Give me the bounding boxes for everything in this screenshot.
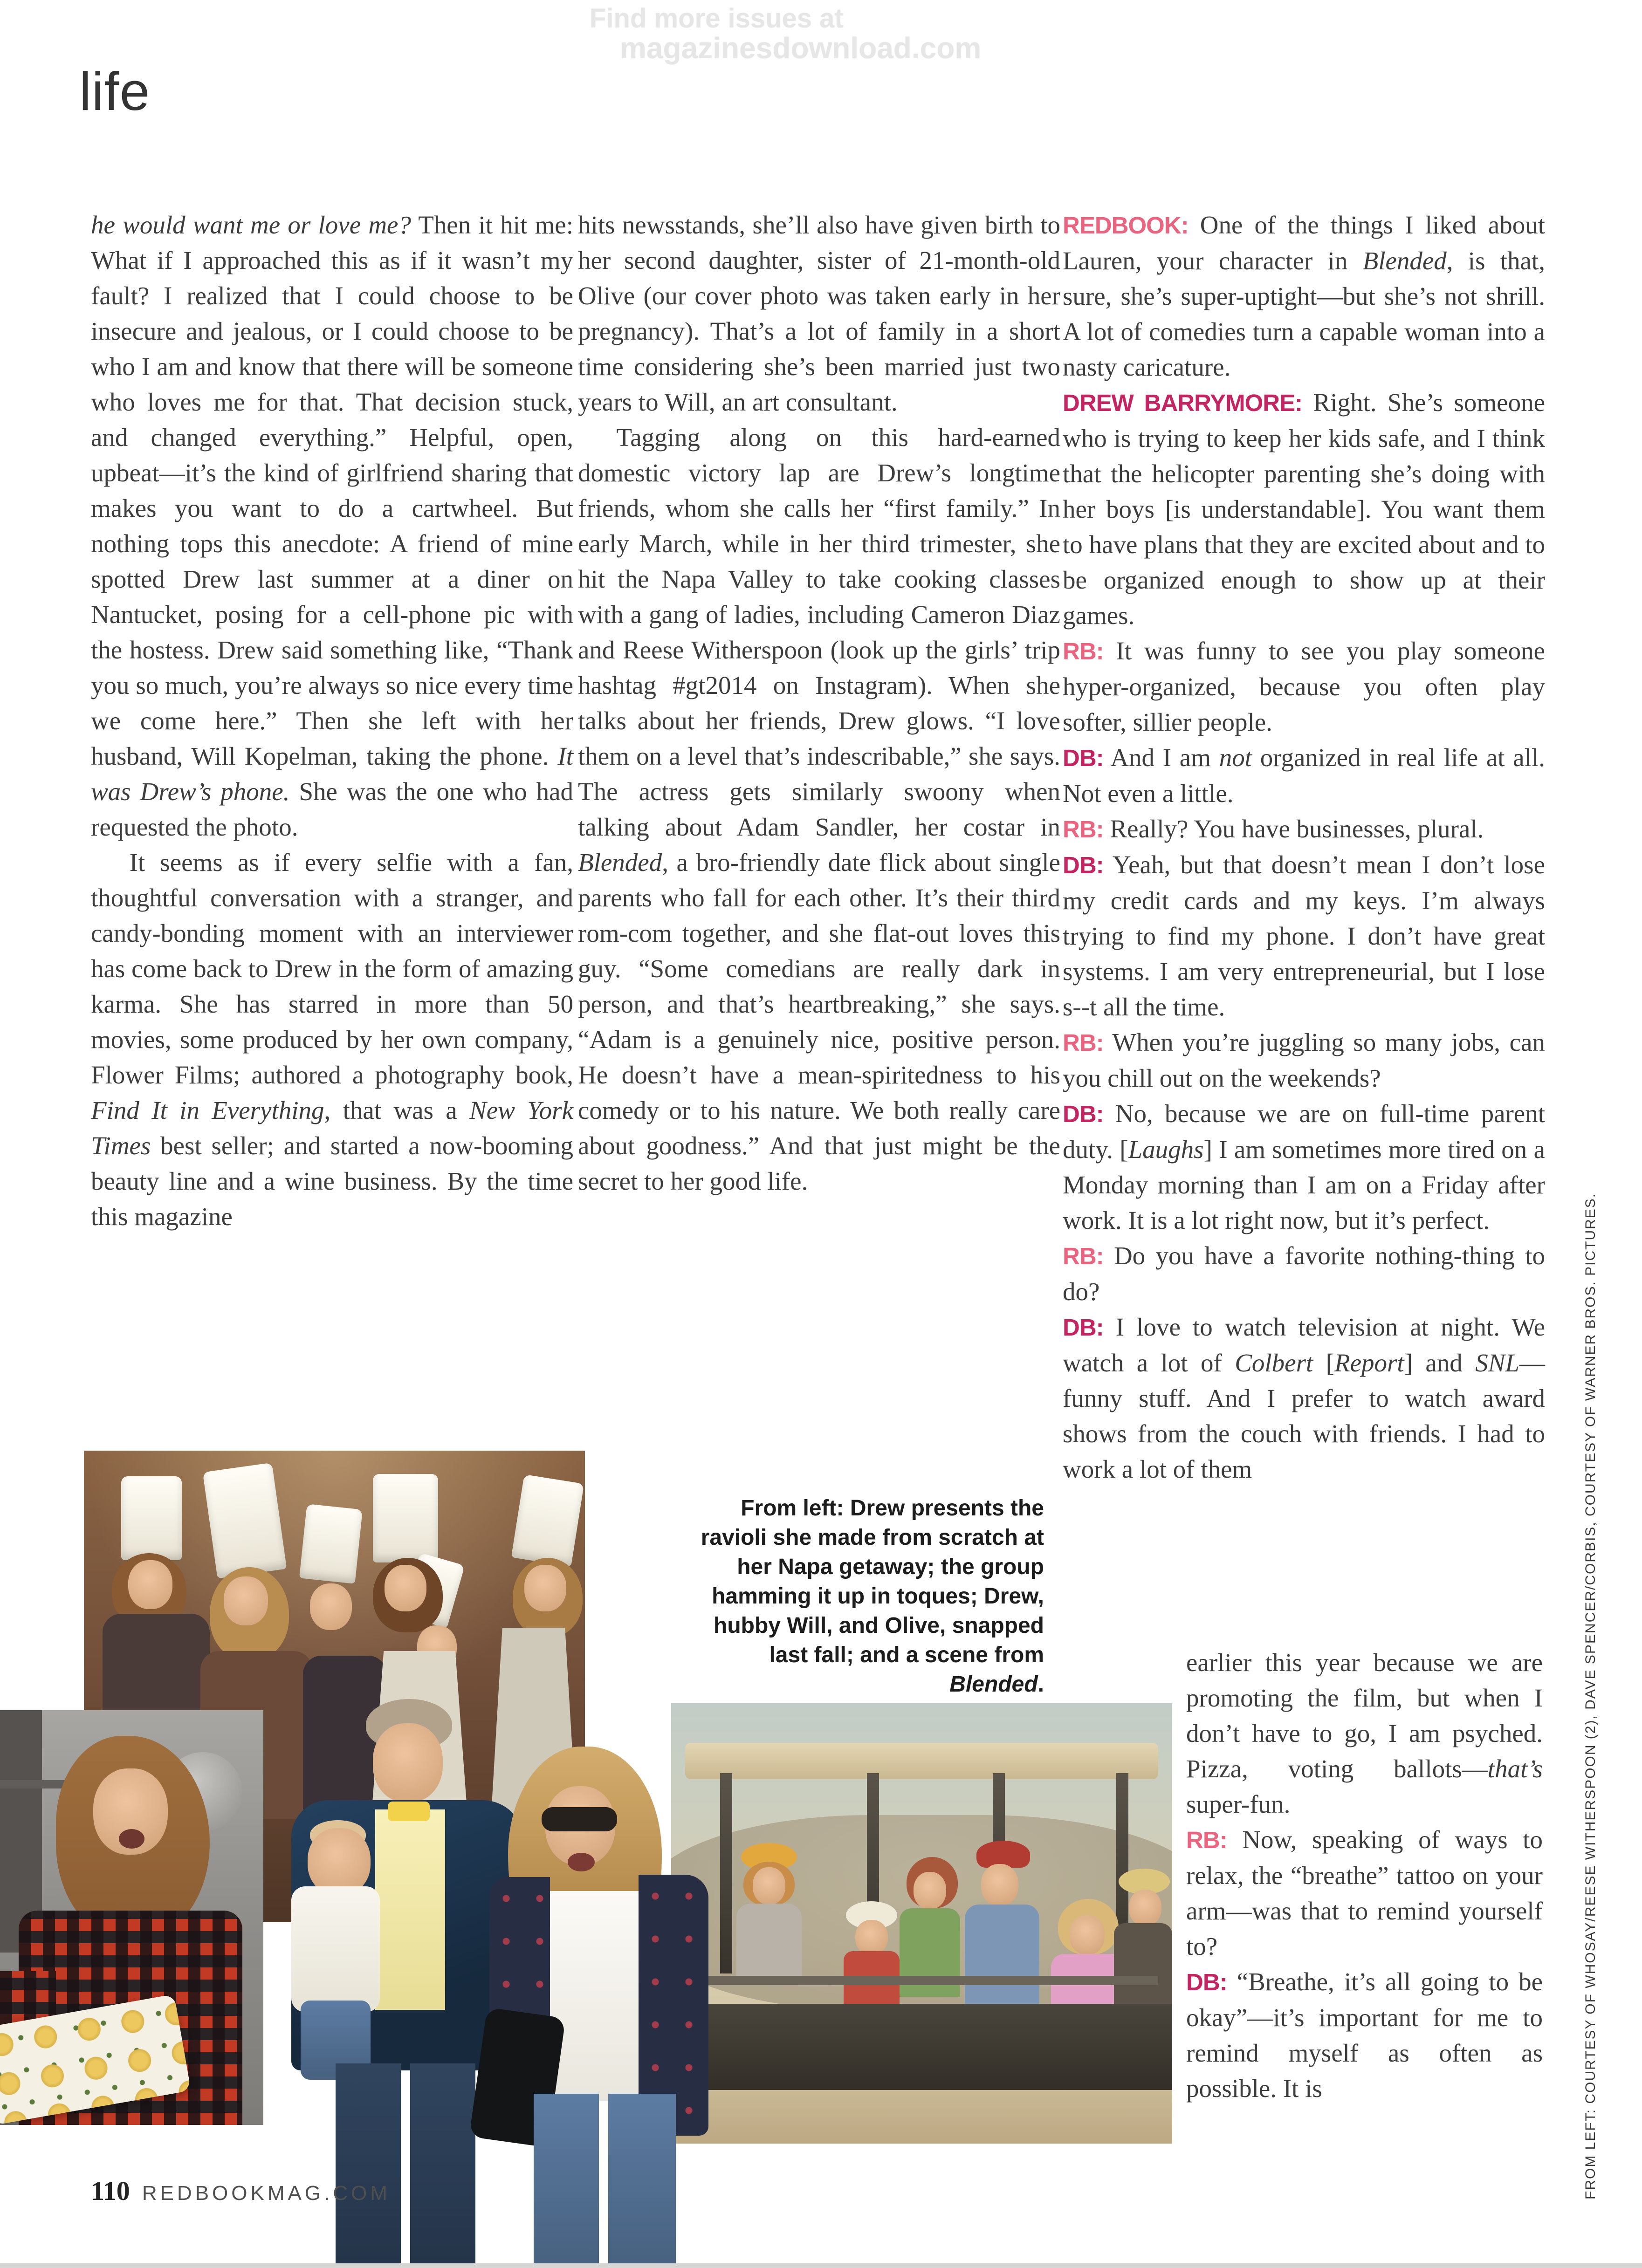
text-run: Tagging along on this hard-earned domestic victory lap are Drew’s longtime friends, whom she calls her “first family.” In early March, while in her third trimester, she hit the Napa Valley to take cooking classes with a gang of ladies, including Cameron Diaz and Reese Witherspoon (look up the girls’ trip hashtag #gt2014 on Instagram). When she talks about her friends, Drew glows. “I love them on a level that’s indescribable,” she says. The actress gets similarly swoony when talking about Adam Sandler, her costar in (578, 423, 1060, 841)
article-column-2 (578, 207, 1060, 1199)
text-run: , a bro-friendly date flick about single parents who fall for each other. It’s their third rom-com together, and she flat-out loves this guy. “Some comedians are really dark in person, and that’s heartbreaking,” she says. “Adam is a genuinely nice, positive person. He doesn’t have a mean-spiritedness to his comedy or to his nature. We both really care about goodness.” And that just might be the secret to her good life. (578, 848, 1060, 1195)
paragraph (1063, 385, 1545, 633)
paragraph (1063, 1309, 1545, 1487)
text-run: Yeah, but that doesn’t mean I don’t lose my credit cards and my keys. I’m always trying to find my phone. I don’t have great systems. I am very entrepreneurial, but I lose s--t all the time. (1063, 850, 1545, 1021)
speaker-label: RB: (1063, 1029, 1104, 1056)
speaker-label: DB: (1063, 852, 1104, 878)
drew-ravioli-photo (0, 1710, 263, 2125)
will-face-shape (373, 1723, 443, 1802)
text-run: that’s (1487, 1754, 1543, 1783)
chef-hat-shape (299, 1504, 363, 1584)
speaker-label: DB: (1063, 745, 1104, 771)
face-shape (524, 1565, 566, 1611)
torso-shape (965, 1905, 1039, 2012)
text-run: No, because we are on full-time parent duty. [ (1063, 1099, 1545, 1164)
watermark-line-2: magazinesdownload.com (620, 31, 982, 65)
page-number: 110 (91, 2176, 130, 2206)
paragraph (91, 845, 573, 1234)
text-run: New York Times (91, 1096, 573, 1160)
text-run: [ (1313, 1349, 1334, 1377)
text-run: he would want me or love me? (91, 211, 411, 239)
text-run: Now, speaking of ways to relax, the “breathe” tattoo on your arm—was that to remind yourself to? (1186, 1825, 1543, 1960)
text-run: It seems as if every selfie with a fan, thoughtful conversation with a stranger, and candy-bonding moment with an interviewer has come back to Drew in the form of amazing karma. She has starred in more than 50 movies, some produced by her own company, Flower Films; authored a photography book, (91, 848, 573, 1089)
text-run: Do you have a favorite nothing-thing to do? (1063, 1241, 1545, 1306)
text-run: Colbert (1235, 1349, 1313, 1377)
speaker-label: RB: (1063, 638, 1104, 665)
paragraph (1063, 633, 1545, 740)
face-shape (1129, 1890, 1161, 1926)
text-run: . (1037, 1672, 1044, 1697)
text-run: SNL (1475, 1349, 1519, 1377)
paragraph (1186, 1822, 1543, 1964)
text-run: Laughs (1128, 1135, 1204, 1164)
paragraph (91, 207, 573, 845)
face-shape (914, 1872, 946, 1909)
chef-hat-shape (203, 1463, 287, 1579)
face-shape (855, 1920, 888, 1955)
torso-shape (1114, 1923, 1172, 2016)
site-url: REDBOOKMAG.COM (142, 2182, 391, 2205)
paragraph (676, 1494, 1044, 1699)
drew-mouth-shape (568, 1853, 595, 1871)
text-run: Report (1334, 1349, 1404, 1377)
face-shape (385, 1565, 426, 1611)
baby-body-shape (291, 1886, 380, 2012)
paragraph (1063, 847, 1545, 1025)
face-shape (128, 1560, 172, 1609)
text-run: Blended (949, 1672, 1038, 1697)
speaker-label: DREW BARRYMORE: (1063, 390, 1303, 416)
text-run: organized in real life at all. Not even a little. (1063, 743, 1545, 808)
drew-sunglasses-shape (542, 1807, 617, 1831)
text-run: ] I am sometimes more tired on a Monday morning than I am on a Friday after work. It is a lot right now, but it’s perfect. (1063, 1135, 1545, 1234)
text-run: not (1219, 743, 1252, 772)
speaker-label: RB: (1186, 1827, 1227, 1853)
speaker-label: REDBOOK: (1063, 212, 1189, 239)
paragraph (1186, 1645, 1543, 1822)
text-run: I love to watch television at night. We watch a lot of (1063, 1313, 1545, 1377)
article-column-3-continued (1186, 1645, 1543, 2106)
text-run: Find It in Everything (91, 1096, 324, 1124)
text-run: “Breathe, it’s all going to be okay”—it’s important for me to remind myself as often as possible. It is (1186, 1967, 1543, 2103)
paragraph (1063, 207, 1545, 385)
paragraph (1186, 1964, 1543, 2106)
speaker-label: DB: (1186, 1969, 1227, 1995)
text-run: Blended (1362, 247, 1447, 275)
speaker-label: RB: (1063, 1243, 1104, 1269)
text-run: earlier this year because we are promoting the film, but when I don’t have to go, I am psyched. Pizza, voting ballots— (1186, 1648, 1543, 1783)
text-run: Really? You have businesses, plural. (1103, 815, 1484, 843)
text-run: Right. She’s someone who is trying to keep her kids safe, and I think that the helicopter parenting she’s doing with her boys [is understandable]. You want them to have plans that they are excited about and to be organized enough to show up at their games. (1063, 388, 1545, 630)
will-sweater-shape (375, 1809, 445, 2010)
face-shape (310, 1583, 352, 1630)
speaker-label: DB: (1063, 1314, 1104, 1341)
paragraph (1063, 1025, 1545, 1096)
paragraph (578, 420, 1060, 1199)
text-run: —funny stuff. And I prefer to watch award shows from the couch with friends. I had to work a lot of them (1063, 1349, 1545, 1483)
face-shape (224, 1576, 268, 1625)
text-run: ] and (1404, 1349, 1476, 1377)
paragraph (1063, 740, 1545, 811)
text-run: hits newsstands, she’ll also have given birth to her second daughter, sister of 21-month-old Olive (our cover photo was taken early in her pregnancy). That’s a lot of family in a short time considering she’s been married just two years to Will, an art consultant. (578, 211, 1060, 416)
text-run: From left: Drew presents the ravioli she made from scratch at her Napa getaway; the group hamming it up in toques; Drew, hubby Will, and Olive, snapped last fall; and a scene from (701, 1496, 1044, 1667)
page-footer (91, 2175, 391, 2206)
text-run: super-fun. (1186, 1790, 1291, 1818)
article-column-3 (1063, 207, 1545, 1487)
text-run: , is that, sure, she’s super-uptight—but she’s not shrill. A lot of comedies turn a capable woman into a nasty caricature. (1063, 247, 1545, 381)
will-jeans-shape (410, 2063, 475, 2268)
text-run: Blended (578, 848, 662, 877)
photo-credit: FROM LEFT: COURTESY OF WHOSAY/REESE WITHERSPOON (2), DAVE SPENCER/CORBIS, COURTESY OF WARNER BROS. PICTURES. (1583, 1192, 1598, 2199)
will-jeans-shape (336, 2063, 401, 2268)
watermark-line-1: Find more issues at (590, 3, 844, 34)
will-bowtie-shape (388, 1802, 430, 1821)
text-run: It was funny to see you play someone hyper-organized, because you often play softer, sillier people. (1063, 637, 1545, 736)
photo-caption (676, 1494, 1044, 1699)
chef-hat-shape (121, 1476, 182, 1560)
text-run: When you’re juggling so many jobs, can you chill out on the weekends? (1063, 1028, 1545, 1092)
paragraph (1063, 1238, 1545, 1309)
drew-jeans-shape (534, 2094, 599, 2268)
drew-jeans-shape (608, 2094, 676, 2268)
baby-face-shape (308, 1828, 371, 1896)
text-run: Then it hit me: What if I approached this as if it wasn’t my fault? I realized that I could choose to be insecure and jealous, or I could choose to be who I am and know that there will be someone who loves me for that. That decision stuck, and changed everything.” Helpful, open, upbeat—it’s the kind of girlfriend sharing that makes you want to do a cartwheel. But nothing tops this anecdote: A friend of mine spotted Drew last summer at a diner on Nantucket, posing for a cell-phone pic with the hostess. Drew said something like, “Thank you so much, you’re always so nice every time we come here.” Then she left with her husband, Will Kopelman, taking the phone. (91, 211, 573, 770)
text-run: , that was a (324, 1096, 470, 1124)
text-run: best seller; and started a now-booming beauty line and a wine business. By the time this magazine (91, 1131, 573, 1231)
mouth-shape (119, 1829, 144, 1849)
text-run: She was the one who had requested the photo. (91, 777, 573, 841)
paragraph (578, 207, 1060, 420)
page-bottom-edge (0, 2263, 1642, 2268)
paragraph (1063, 811, 1545, 847)
chef-hat-shape (373, 1474, 438, 1562)
text-run: It was Drew’s phone. (91, 742, 573, 806)
text-run: And I am (1103, 743, 1219, 772)
face-shape (1070, 1915, 1105, 1955)
face-shape (981, 1864, 1018, 1906)
speaker-label: RB: (1063, 816, 1104, 843)
paragraph (1063, 1096, 1545, 1238)
text-run: One of the things I liked about Lauren, your character in (1063, 211, 1545, 275)
article-column-1 (91, 207, 573, 1234)
section-header: life (79, 61, 151, 122)
speaker-label: DB: (1063, 1101, 1104, 1127)
chef-hat-shape (511, 1474, 584, 1567)
